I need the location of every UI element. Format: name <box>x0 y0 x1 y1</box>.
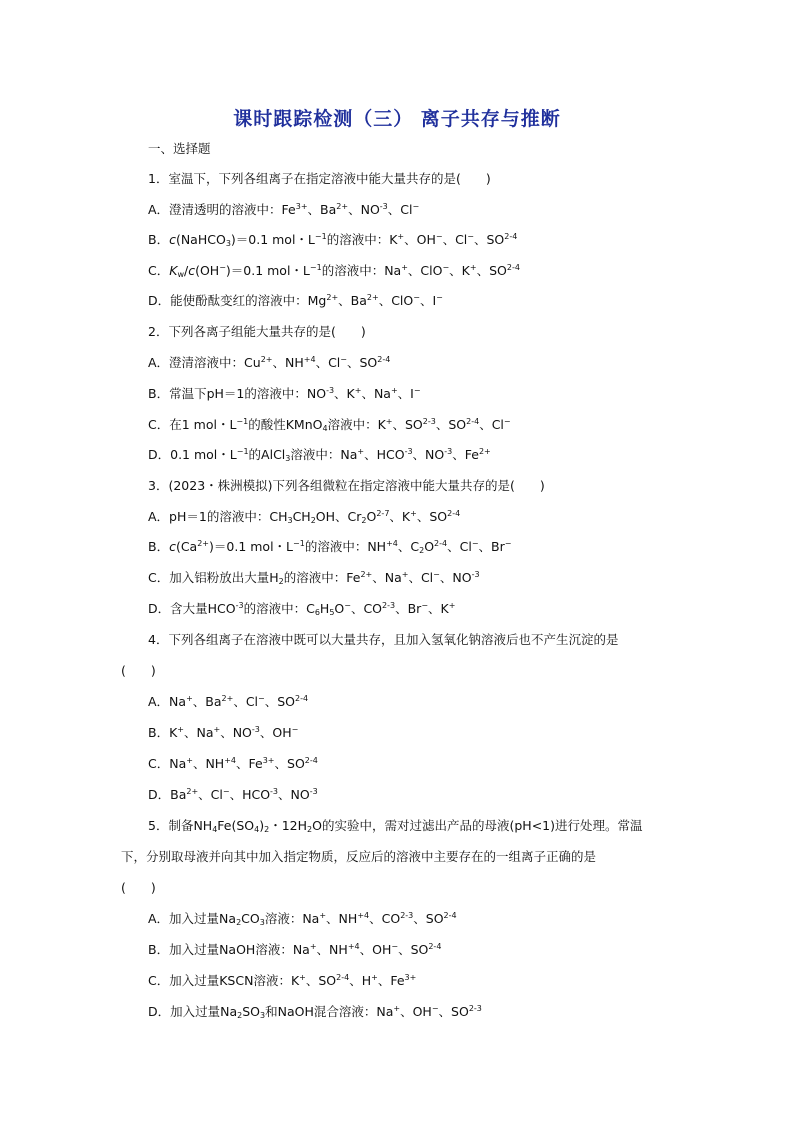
question-4-option-b: B．K+、Na+、$NO^{-3}$、OH− <box>148 725 299 740</box>
question-4-stem-continued: ( ) <box>121 663 156 678</box>
question-1-stem: 1．室温下，下列各组离子在指定溶液中能大量共存的是( ) <box>148 171 491 186</box>
question-3-option-b: B．$c(Ca^{2+})=0.1$ mol・$L^{-1}$的溶液中：$NH^{+4}$、$C_2O^{2-4}$、Cl−、Br− <box>148 539 512 555</box>
question-2-option-c: C．在1 mol・$L^{-1}$的酸性KMnO$_4$溶液中：K+、SO$^{2-3}$、SO$^{2-4}$、Cl− <box>148 417 511 433</box>
question-4-option-a: A．Na+、$Ba^{2+}$、Cl−、SO$^{2-4}$ <box>148 694 309 709</box>
section-heading: 一、选择题 <box>148 141 211 156</box>
question-5-option-a: A．加入过量$Na_2CO_3$溶液：Na+、$NH^{+4}$、CO$^{2-3}$、SO$^{2-4}$ <box>148 911 457 927</box>
question-4-option-c: C．Na+、$NH^{+4}$、$Fe^{3+}$、SO$^{2-4}$ <box>148 756 318 771</box>
question-1-option-c: C．$K_w/c(OH^-)=0.1$ mol・$L^{-1}$的溶液中：Na+、ClO−、K+、SO$^{2-4}$ <box>148 263 520 279</box>
question-3-stem: 3．(2023・株洲模拟)下列各组微粒在指定溶液中能大量共存的是( ) <box>148 478 545 493</box>
question-1-option-a: A．澄清透明的溶液中：$Fe^{3+}$、$Ba^{2+}$、$NO^{-3}$、Cl− <box>148 202 420 217</box>
question-1-option-b: B．c(NaHCO$_3$)＝0.1 mol・$L^{-1}$的溶液中：K+、OH−、Cl−、SO$^{2-4}$ <box>148 232 518 248</box>
question-3-option-a: A．pH＝1的溶液中：$CH_3CH_2OH$、$Cr_2O^{2-7}$、K+、SO$^{2-4}$ <box>148 509 461 525</box>
question-3-option-d: D．含大量$HCO^{-3}$的溶液中：$C_6H_5O^-$、CO$^{2-3}$、Br−、K+ <box>148 601 456 617</box>
page-title: 课时跟踪检测（三） 离子共存与推断 <box>233 108 561 130</box>
question-2-option-b: B．常温下pH＝1的溶液中：$NO^{-3}$、K+、Na+、I− <box>148 386 421 401</box>
question-2-stem: 2．下列各离子组能大量共存的是( ) <box>148 324 366 339</box>
question-5-option-b: B．加入过量NaOH溶液：Na+、$NH^{+4}$、OH−、SO$^{2-4}$ <box>148 942 442 957</box>
question-3-option-c: C．加入铝粉放出大量$H_2$的溶液中：$Fe^{2+}$、Na+、Cl−、$NO^{-3}$ <box>148 570 480 586</box>
question-4-stem: 4．下列各组离子在溶液中既可以大量共存，且加入氢氧化钠溶液后也不产生沉淀的是 <box>148 632 619 647</box>
question-5-option-c: C．加入过量KSCN溶液：K+、SO$^{2-4}$、H+、$Fe^{3+}$ <box>148 973 417 988</box>
question-2-option-d: D．0.1 mol・$L^{-1}$的AlCl$_3$溶液中：Na+、$HCO^{-3}$、$NO^{-3}$、$Fe^{2+}$ <box>148 447 491 463</box>
question-1-option-d: D．能使酚酞变红的溶液中：$Mg^{2+}$、$Ba^{2+}$、ClO−、I− <box>148 293 443 308</box>
question-5-stem-continued: 下，分别取母液并向其中加入指定物质，反应后的溶液中主要存在的一组离子正确的是 <box>121 849 597 864</box>
question-4-option-d: D．$Ba^{2+}$、Cl−、$HCO^{-3}$、$NO^{-3}$ <box>148 787 318 802</box>
question-5-option-d: D．加入过量$Na_2SO_3$和NaOH混合溶液：Na+、OH−、SO$^{2-3}$ <box>148 1004 482 1020</box>
question-5-stem-answer-slot: ( ) <box>121 880 156 895</box>
question-2-option-a: A．澄清溶液中：$Cu^{2+}$、$NH^{+4}$、Cl−、SO$^{2-4}$ <box>148 355 391 370</box>
question-5-stem: 5．制备$NH_4Fe(SO_4)_2$・$12H_2O$的实验中，需对过滤出产品的母液(pH<1)进行处理。常温 <box>148 818 643 834</box>
